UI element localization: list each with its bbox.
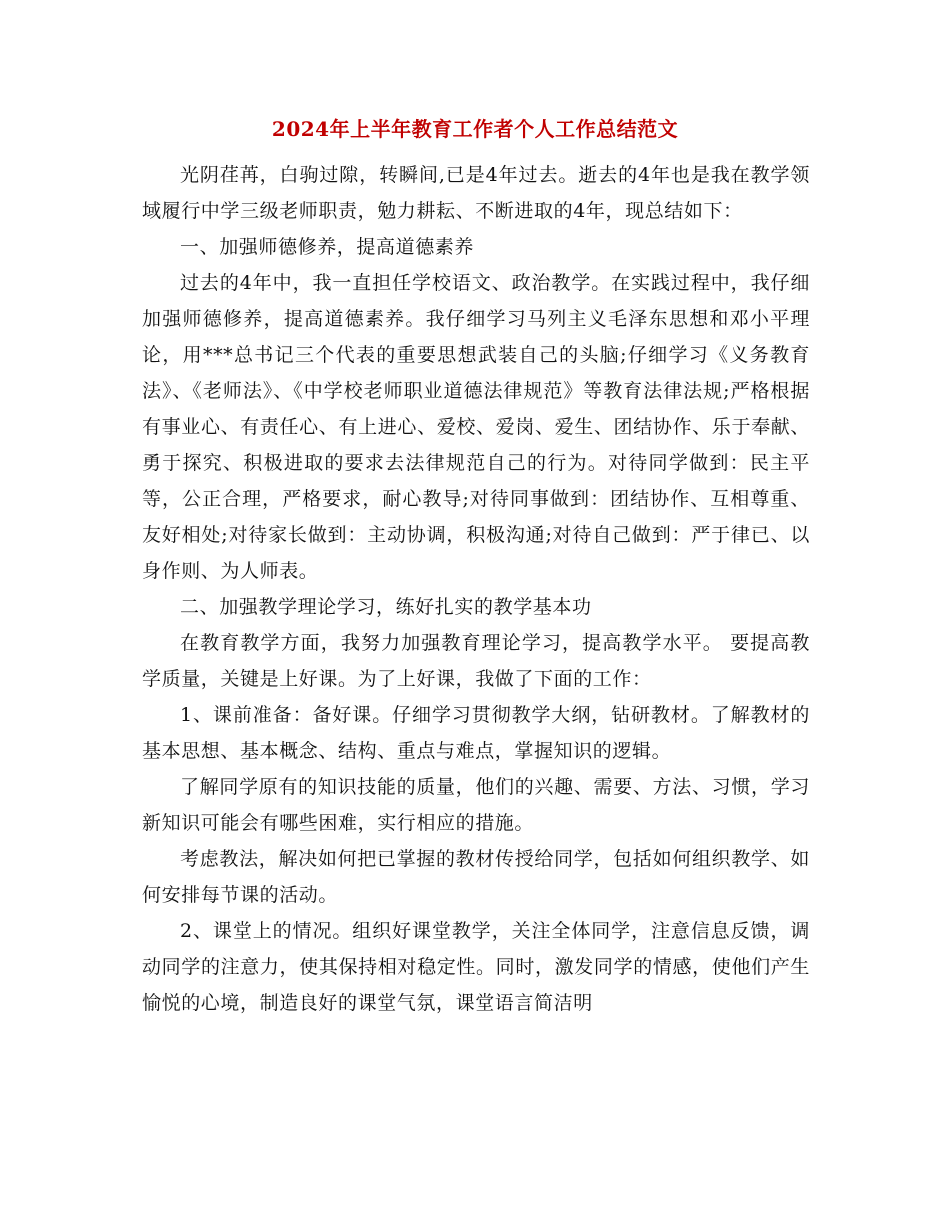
paragraph-classroom: 2、课堂上的情况。组织好课堂教学，关注全体同学，注意信息反馈，调动同学的注意力，使其保持相对稳定性。同时，激发同学的情感，使他们产生愉悦的心境，制造良好的课堂气氛，课堂语言简洁明 bbox=[142, 920, 810, 1014]
document-body bbox=[142, 157, 810, 1021]
heading-section-2: 二、加强教学理论学习，练好扎实的教学基本功 bbox=[180, 596, 592, 618]
paragraph-section-2-intro: 在教育教学方面，我努力加强教育理论学习，提高教学水平。 要提高教学质量，关键是上好课。为了上好课，我做了下面的工作： bbox=[142, 632, 810, 690]
paragraph-lesson-preparation: 1、课前准备：备好课。仔细学习贯彻教学大纲，钻研教材。了解教材的基本思想、基本概念、结构、重点与难点，掌握知识的逻辑。 bbox=[142, 704, 810, 762]
paragraph-student-knowledge: 了解同学原有的知识技能的质量，他们的兴趣、需要、方法、习惯，学习新知识可能会有哪些困难，实行相应的措施。 bbox=[142, 776, 810, 834]
paragraph-teaching-method: 考虑教法，解决如何把已掌握的教材传授给同学，包括如何组织教学、如何安排每节课的活动。 bbox=[142, 848, 810, 906]
heading-section-1: 一、加强师德修养，提高道德素养 bbox=[180, 236, 475, 258]
document-title: 2024年上半年教育工作者个人工作总结范文 bbox=[271, 117, 679, 141]
paragraph-intro: 光阴荏苒，白驹过隙，转瞬间,已是4年过去。逝去的4年也是我在教学领域履行中学三级老师职责，勉力耕耘、不断进取的4年，现总结如下： bbox=[142, 164, 810, 222]
paragraph-section-1: 过去的4年中，我一直担任学校语文、政治教学。在实践过程中，我仔细加强师德修养，提高道德素养。我仔细学习马列主义毛泽东思想和邓小平理论，用***总书记三个代表的重要思想武装自己的头脑;仔细学习《义务教育法》、《老师法》、《中学校老师职业道德法律规范》等教育法律法规;严格根据有事业心、有责任心、有上进心、爱校、爱岗、爱生、团结协作、乐于奉献、勇于探究、积极进取的要求去法律规范自己的行为。对待同学做到：民主平等，公正合理，严格要求，耐心教导;对待同事做到：团结协作、互相尊重、友好相处;对待家长做到：主动协调，积极沟通;对待自己做到：严于律已、以身作则、为人师表。 bbox=[142, 272, 810, 582]
